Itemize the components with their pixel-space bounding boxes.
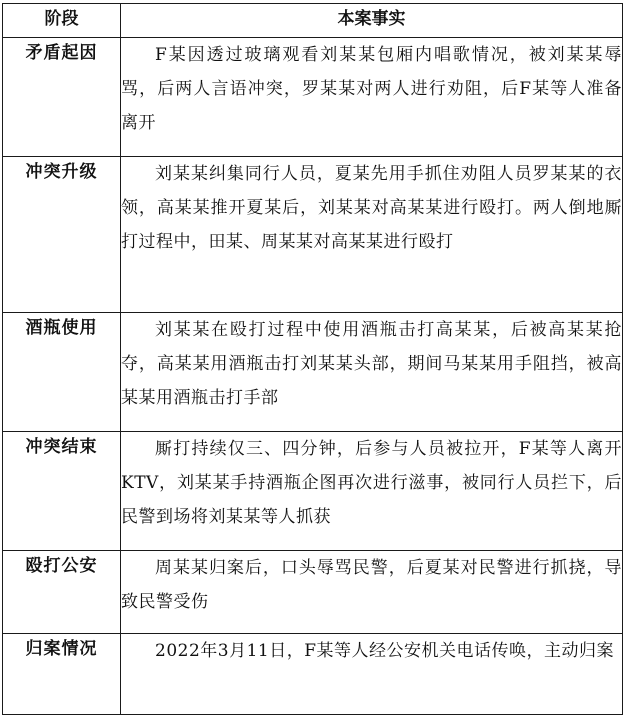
table-row — [3, 432, 623, 551]
table-row — [3, 551, 623, 634]
table-row — [3, 157, 623, 313]
facts-cell: F某因透过玻璃观看刘某某包厢内唱歌情况，被刘某某辱骂，后两人言语冲突，罗某某对两人进行劝阻，后F某等人准备离开 — [121, 38, 623, 157]
stage-cell: 矛盾起因 — [3, 38, 121, 157]
header-facts: 本案事实 — [121, 4, 623, 38]
table-row — [3, 634, 623, 715]
facts-cell: 周某某归案后，口头辱骂民警，后夏某对民警进行抓挠，导致民警受伤 — [121, 551, 623, 634]
table-row — [3, 38, 623, 157]
stage-cell: 归案情况 — [3, 634, 121, 715]
facts-cell: 刘某某在殴打过程中使用酒瓶击打高某某，后被高某某抢夺，高某某用酒瓶击打刘某某头部，期间马某某用手阻挡，被高某某用酒瓶击打手部 — [121, 313, 623, 432]
table-row — [3, 313, 623, 432]
facts-cell: 2022年3月11日，F某等人经公安机关电话传唤，主动归案 — [121, 634, 623, 715]
stage-cell: 冲突升级 — [3, 157, 121, 313]
stage-cell: 冲突结束 — [3, 432, 121, 551]
case-facts-table — [2, 3, 623, 715]
facts-cell: 刘某某纠集同行人员，夏某先用手抓住劝阻人员罗某某的衣领，高某某推开夏某后，刘某某对高某某进行殴打。两人倒地厮打过程中，田某、周某某对高某某进行殴打 — [121, 157, 623, 313]
stage-cell: 殴打公安 — [3, 551, 121, 634]
stage-cell: 酒瓶使用 — [3, 313, 121, 432]
table-header-row — [3, 4, 623, 38]
header-stage: 阶段 — [3, 4, 121, 38]
facts-cell: 厮打持续仅三、四分钟，后参与人员被拉开，F某等人离开KTV，刘某某手持酒瓶企图再次进行滋事，被同行人员拦下，后民警到场将刘某某等人抓获 — [121, 432, 623, 551]
